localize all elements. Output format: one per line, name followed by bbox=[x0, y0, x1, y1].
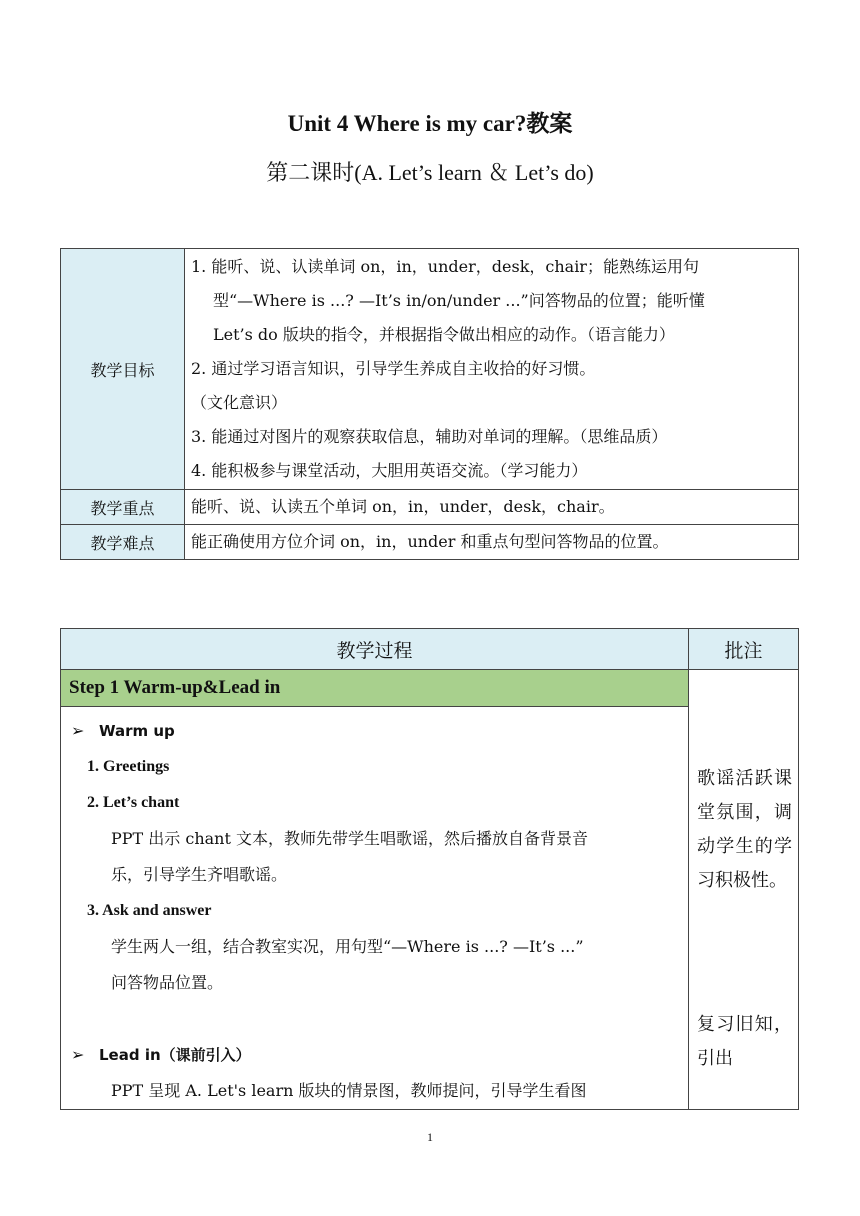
objectives-table bbox=[60, 248, 799, 560]
objective-line: （文化意识） bbox=[191, 393, 288, 412]
process-header: 教学过程 bbox=[61, 629, 689, 670]
objectives-content bbox=[185, 249, 799, 490]
warm-up-bullet bbox=[71, 713, 678, 749]
arrow-bullet-icon: ➢ bbox=[71, 721, 85, 740]
step-1-heading: Step 1 Warm-up&Lead in bbox=[61, 670, 689, 707]
objective-line: 型“—Where is ...? —It’s in/on/under ...”问答物品的位置；能听懂 bbox=[213, 291, 705, 310]
lead-in-text: PPT 呈现 A. Let's learn 版块的情景图，教师提问，引导学生看图 bbox=[111, 1081, 587, 1100]
document-title: Unit 4 Where is my car?教案 bbox=[287, 111, 573, 136]
arrow-bullet-icon: ➢ bbox=[71, 1045, 85, 1064]
ask-answer-text: 问答物品位置。 bbox=[111, 973, 224, 992]
lead-in-bullet bbox=[71, 1037, 678, 1073]
objective-line: 4. 能积极参与课堂活动，大胆用英语交流。（学习能力） bbox=[191, 461, 588, 480]
step-1-content bbox=[61, 707, 689, 1110]
objective-line: 3. 能通过对图片的观察获取信息，辅助对单词的理解。（思维品质） bbox=[191, 427, 668, 446]
process-table bbox=[60, 628, 799, 1110]
note-warmup: 歌谣活跃课堂氛围，调动学生的学习积极性。 bbox=[697, 768, 792, 891]
key-points-text: 能听、说、认读五个单词 on，in，under，desk，chair。 bbox=[185, 490, 799, 525]
spacer bbox=[71, 1001, 678, 1037]
note-lead-in: 复习旧知，引出 bbox=[697, 1014, 792, 1069]
ask-answer-text: 学生两人一组，结合教室实况，用句型“—Where is ...? —It’s ...” bbox=[111, 937, 584, 956]
difficulty-text: 能正确使用方位介词 on，in，under 和重点句型问答物品的位置。 bbox=[185, 525, 799, 560]
ask-answer-item: 3. Ask and answer bbox=[87, 902, 212, 919]
chant-text: PPT 出示 chant 文本，教师先带学生唱歌谣，然后播放自备背景音 bbox=[111, 829, 589, 848]
note-spacer bbox=[697, 898, 792, 1008]
chant-text: 乐，引导学生齐唱歌谣。 bbox=[111, 865, 288, 884]
greetings-item: 1. Greetings bbox=[87, 758, 170, 775]
objectives-label: 教学目标 bbox=[61, 249, 185, 490]
objective-line: 1. 能听、说、认读单词 on，in，under，desk，chair；能熟练运用句 bbox=[191, 257, 699, 276]
objective-line: Let’s do 版块的指令，并根据指令做出相应的动作。（语言能力） bbox=[213, 325, 675, 344]
warm-up-heading: Warm up bbox=[99, 722, 175, 740]
lead-in-heading: Lead in（课前引入） bbox=[99, 1046, 251, 1064]
page-number: 1 bbox=[427, 1130, 433, 1144]
chant-item: 2. Let’s chant bbox=[87, 794, 180, 811]
difficulty-label: 教学难点 bbox=[61, 525, 185, 560]
notes-cell bbox=[689, 670, 799, 1110]
key-points-label: 教学重点 bbox=[61, 490, 185, 525]
lesson-subtitle: 第二课时(A. Let’s learn ＆ Let’s do) bbox=[266, 160, 594, 185]
notes-header: 批注 bbox=[689, 629, 799, 670]
objective-line: 2. 通过学习语言知识，引导学生养成自主收拾的好习惯。 bbox=[191, 359, 596, 378]
